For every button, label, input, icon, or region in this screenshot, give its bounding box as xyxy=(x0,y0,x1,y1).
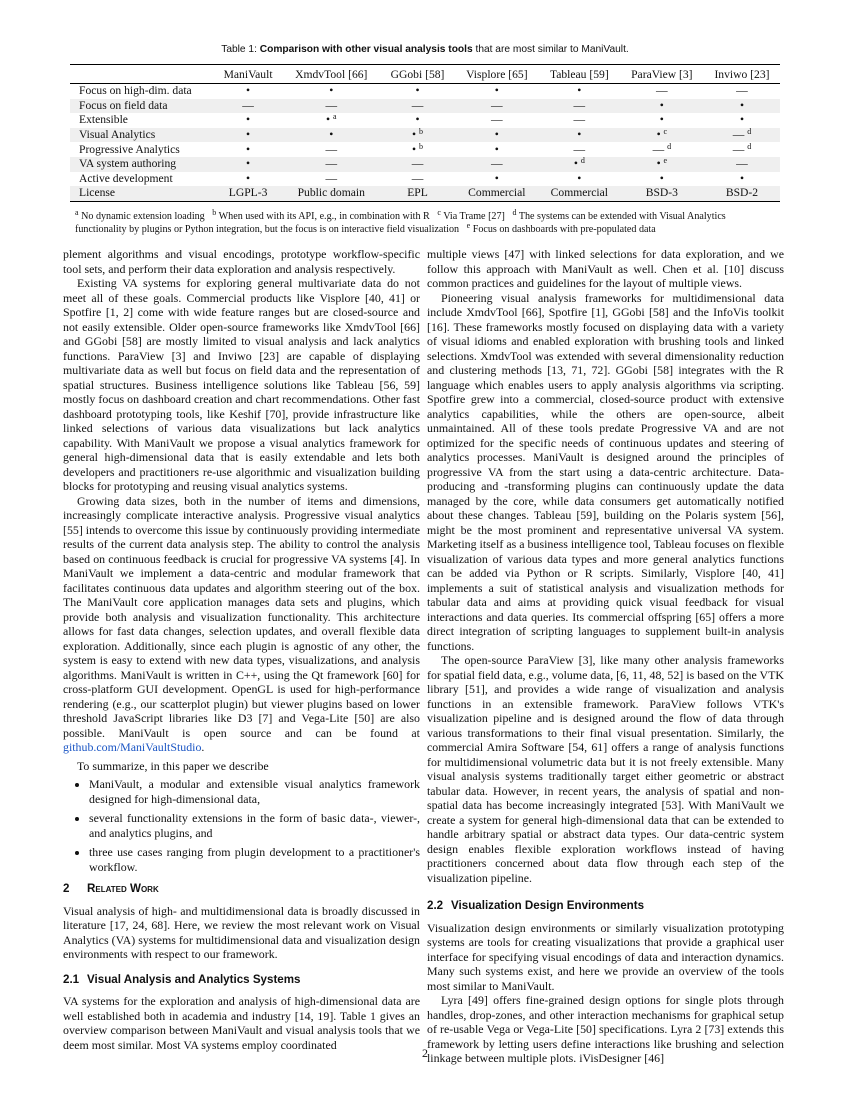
paragraph: VA systems for the exploration and analysis of high-dimensional data are well established both in academia and industry [14, 19]. Table 1 gives an overview comparison between ManiVault and visual analysis tools that we deem most similar. Most VA systems employ coordinated xyxy=(63,994,420,1052)
table-cell: • xyxy=(739,113,744,127)
row-label: Extensible xyxy=(79,113,128,127)
table-cell: Commercial xyxy=(539,186,620,201)
column-header: Tableau [59] xyxy=(539,65,620,84)
comparison-table xyxy=(70,64,780,202)
table-cell: • xyxy=(659,171,664,185)
table-row xyxy=(70,128,780,143)
paragraph: Lyra [49] offers fine-grained design options for single plots through handles, drop-zones, and other interaction mechanisms for graphical setup of re-usable Vega or Vega-Lite [50] specifications. Lyra 2 [73] extends this framework by letting users define interactions like brushing and selection linkage between multiple plots. iVisDesigner [46] xyxy=(427,993,784,1065)
paragraph: The open-source ParaView [3], like many other analysis frameworks for spatial field data, e.g., volume data, [6, 11, 48, 52] is based on the VTK library [51], and provides a wide range of visualization and analysis functions in an extensible framework. ParaView follows VTK's visualization pipeline and is designed around the flow of data through various transformations to their final visual presentation. Similarly, the commercial Amira Software [54, 61] offers a range of analysis functions for multidimensional volumetric data but it is not freely extensible. Many visual analysis systems traditionally target either geometric or abstract tabular data. However, in recent years, the analysis of spatial and non-spatial data has become increasingly integrated [53]. With ManiVault we create a system for general high-dimensional data that can be extended to handle arbitrary spatial or abstract data types. Our data-centric system design enables flexible exploration workflows instead of having practitioners concerned about data flow through each step of the visualization pipeline. xyxy=(427,653,784,885)
footnote: $^a$ No dynamic extension loading xyxy=(75,208,205,222)
table-cell: • xyxy=(246,171,251,185)
table-cell: — xyxy=(455,99,539,114)
table-cell: — xyxy=(282,157,380,172)
row-label: Active development xyxy=(79,171,173,185)
table-caption: Table 1: Comparison with other visual analysis tools that are most similar to ManiVault. xyxy=(221,44,629,55)
page-number: 2 xyxy=(422,1046,428,1060)
table-cell: • xyxy=(494,142,499,156)
table-cell: • $^c$ xyxy=(620,128,704,143)
table-row xyxy=(70,84,780,99)
table-cell: — xyxy=(455,157,539,172)
table-cell: • xyxy=(620,99,704,114)
subsection-heading: 2.1 Visual Analysis and Analytics Systems xyxy=(63,972,301,986)
table-cell: • xyxy=(246,113,251,127)
table-cell: • xyxy=(494,171,499,185)
table-cell: LGPL-3 xyxy=(214,186,282,201)
table-cell: — xyxy=(491,113,503,127)
table-cell: • xyxy=(246,142,251,156)
section-heading: 2 Related Work xyxy=(63,882,159,895)
table-cell: — xyxy=(214,99,282,114)
table-cell: BSD-2 xyxy=(704,186,780,201)
table-cell: EPL xyxy=(380,186,454,201)
subsection-heading: 2.2 Visualization Design Environments xyxy=(427,899,645,912)
table-cell: — xyxy=(380,157,454,172)
table-header-row xyxy=(70,65,780,84)
table-row xyxy=(70,99,780,114)
table-row xyxy=(70,186,780,201)
table-cell: • xyxy=(455,128,539,143)
table-cell: • xyxy=(329,84,334,98)
table-cell: — $^d$ xyxy=(732,141,752,156)
paragraph: Growing data sizes, both in the number of items and dimensions, increasingly complicate interactive analysis. Progressive visual analytics [55] intends to overcome this issue by continuously providing intermediate results of the current data analysis step. The ability to control the analysis based on continuous feedback is crucial for progressive VA systems [4]. In ManiVault we implement a data-centric and modular framework that facilitates continuous data updates and algorithm steering out of the box. The ManiVault core application manages data sets and plugins, which provide both analysis and visualization functionality. This architecture allows for fast data changes, selection updates, and overall flexible data exploration. Additionally, since each plugin is agnostic of any other, the system is easy to extend with new data types, visualizations, and analysis algorithms. ManiVault is written in C++, using the Qt framework [60] for cross-platform GUI development. OpenGL is used for high-performance rendering (e.g., our scatterplot plugin) but viewer plugins based on lower threshold JavaScript libraries like D3 [7] and Vega-Lite [50] are also possible. ManiVault is open source and can be found at github.com/ManiVaultStudio. xyxy=(63,493,420,754)
table-row xyxy=(70,172,780,187)
right-column xyxy=(427,247,784,1066)
table-cell: • xyxy=(214,128,282,143)
table-cell: — $^d$ xyxy=(704,128,780,143)
table-cell: • xyxy=(577,84,582,98)
table-cell: • xyxy=(282,128,380,143)
row-label: Focus on high-dim. data xyxy=(79,84,192,98)
left-column xyxy=(63,247,420,1052)
footnote: $^c$ Via Trame [27] xyxy=(437,208,505,222)
list-item: • several functionality extensions in the form of basic data-, viewer-, and analytics plugins, and xyxy=(89,811,420,840)
table-row xyxy=(70,142,780,157)
table-cell: — xyxy=(380,99,454,114)
footnote: $^d$ The systems can be extended with Visual Analytics functionality by plugins or Python integration, but the focus is on interactive field visualization xyxy=(75,208,726,235)
table-cell: — xyxy=(736,84,748,98)
paragraph: plement algorithms and visual encodings, prototype workflow-specific tool sets, and perform their data exploration and analysis respectively. xyxy=(63,247,420,276)
column-header: XmdvTool [66] xyxy=(282,65,380,84)
row-label: Focus on field data xyxy=(70,99,214,114)
row-label: Visual Analytics xyxy=(70,128,214,143)
table-cell: BSD-3 xyxy=(620,186,704,201)
table-cell: — xyxy=(282,99,380,114)
column-header: Visplore [65] xyxy=(455,65,539,84)
paragraph: Existing VA systems for exploring general multivariate data do not meet all of these goals. Commercial products like Visplore [40, 41] or Spotfire [1, 2] come with wide feature ranges but are closed-source and not easily extensible. Older open-source frameworks like XmdvTool [66] and GGobi [58] are mostly limited to visual analysis and lack analytics functions. ParaView [3] and Inviwo [23] are capable of displaying multivariate data as well but focus on field data and the representation of spatial structures. Business intelligence solutions like Tableau [56, 59] mostly focus on dashboard creation and chart recommendations. Other fast dashboard prototyping tools, like Keshif [70], provide infrastructure like linked selections of various data visualizations but lack analytics capability. With ManiVault we propose a visual analytics framework for general high-dimensional data that is easily extendable and lets both developers and practitioners re-use algorithmic and visualization building blocks for prototyping and reusing visual analytics systems. xyxy=(63,276,420,493)
table-footnotes xyxy=(75,210,775,236)
table-cell: — xyxy=(325,142,338,156)
column-header xyxy=(70,65,214,84)
table-cell: — xyxy=(539,99,620,114)
table-row xyxy=(70,113,780,128)
paragraph: Pioneering visual analysis frameworks for multidimensional data include XmdvTool [66], Spotfire [1], GGobi [58] and the InfoVis toolkit [16]. These frameworks mostly focused on displaying data with a variety of visual idioms and enabled exploration with brushing tools and linked selections. XmdvTool was extended with several dimensionality reduction and clustering methods [13, 71, 72]. GGobi [58] integrates with the R language which enables users to apply analysis algorithms via scripting. Spotfire grew into a commercial, closed-source product with extensive analytics capabilities, while the others are open-source, albeit unmaintained. All of these tools predate Progressive VA and are not optimized for the specific needs of continuous updates and steering of analytics processes. ManiVault is designed around the principles of progressive VA from the start using a data-centric architecture. Data-producing and -transforming plugins can continuously update the data managed by the core, while data consumers get automatically notified about these changes. Tableau [59], building on the Polaris system [56], might be the most prominent and representative universal VA system. Marketing itself as a business intelligence tool, Tableau focuses on flexible visualization of various data types and more general analytics functions can be added via Python or R scripts. Similarly, Visplore [40, 41] implements a suit of statistical analysis and visualization methods for tabular data and aims at providing quick visual feedback for visual interactions and data queries. Its commercial offspring [65] offers a more direct integration of scripting languages to supplement built-in analysis functions. xyxy=(427,290,784,653)
column-header: GGobi [58] xyxy=(380,65,454,84)
table-cell: — xyxy=(573,142,586,156)
table-cell: — xyxy=(325,171,338,185)
table-cell: — xyxy=(411,171,424,185)
table-cell: • xyxy=(214,157,282,172)
table-cell: — $^d$ xyxy=(652,141,672,156)
list-item: • three use cases ranging from plugin development to a practitioner's workflow. xyxy=(89,845,420,874)
footnote: $^e$ Focus on dashboards with pre-populated data xyxy=(466,221,656,235)
column-header: ParaView [3] xyxy=(620,65,704,84)
footnote: $^b$ When used with its API, e.g., in combination with R xyxy=(212,208,430,222)
table-cell: Commercial xyxy=(455,186,539,201)
column-header: ManiVault xyxy=(214,65,282,84)
row-label: License xyxy=(70,186,214,201)
list-item: • ManiVault, a modular and extensible visual analytics framework designed for high-dimensional data, xyxy=(89,777,420,806)
contribution-list xyxy=(63,777,420,874)
table-cell: • xyxy=(415,113,420,127)
table-cell: • xyxy=(246,84,251,98)
table-cell: • xyxy=(415,84,420,98)
table-cell: — xyxy=(656,84,668,98)
paragraph: Visualization design environments or similarly visualization prototyping systems are tools for creating visualizations that provide a graphical user interface for specifying visual encodings of data and interaction dynamics. Many such systems exist, and here we provide an overview of the tools most similar to ManiVault. xyxy=(427,920,784,993)
table-cell: • xyxy=(577,171,582,185)
table-cell: • xyxy=(704,99,780,114)
table-cell: • xyxy=(539,128,620,143)
table-cell: • $^a$ xyxy=(325,112,337,127)
paragraph: To summarize, in this paper we describe xyxy=(77,758,269,773)
row-label: Progressive Analytics xyxy=(79,142,180,156)
table-cell: • $^b$ xyxy=(412,141,424,156)
table-cell: • $^d$ xyxy=(539,157,620,172)
table-cell: • $^b$ xyxy=(380,128,454,143)
paragraph: Visual analysis of high- and multidimensional data is broadly discussed in literature [17, 24, 68]. Here, we review the most relevant work on Visual Analytics (VA) systems for multidimensional data and visualization design environments with respect to our framework. xyxy=(63,903,420,961)
table-cell: — xyxy=(573,113,586,127)
paragraph: multiple views [47] with linked selections for data exploration, and we follow this approach with ManiVault as well. Chen et al. [10] discuss common practices and guidelines for the layout of multiple views. xyxy=(427,247,784,290)
table-cell: Public domain xyxy=(282,186,380,201)
row-label: VA system authoring xyxy=(70,157,214,172)
github-link[interactable]: github.com/ManiVaultStudio xyxy=(63,740,202,754)
table-cell: • xyxy=(739,171,744,185)
table-cell: • xyxy=(659,113,664,127)
table-row xyxy=(70,157,780,172)
column-header: Inviwo [23] xyxy=(704,65,780,84)
table-cell: • xyxy=(494,84,499,98)
table-cell: — xyxy=(704,157,780,172)
table-cell: • $^e$ xyxy=(620,157,704,172)
